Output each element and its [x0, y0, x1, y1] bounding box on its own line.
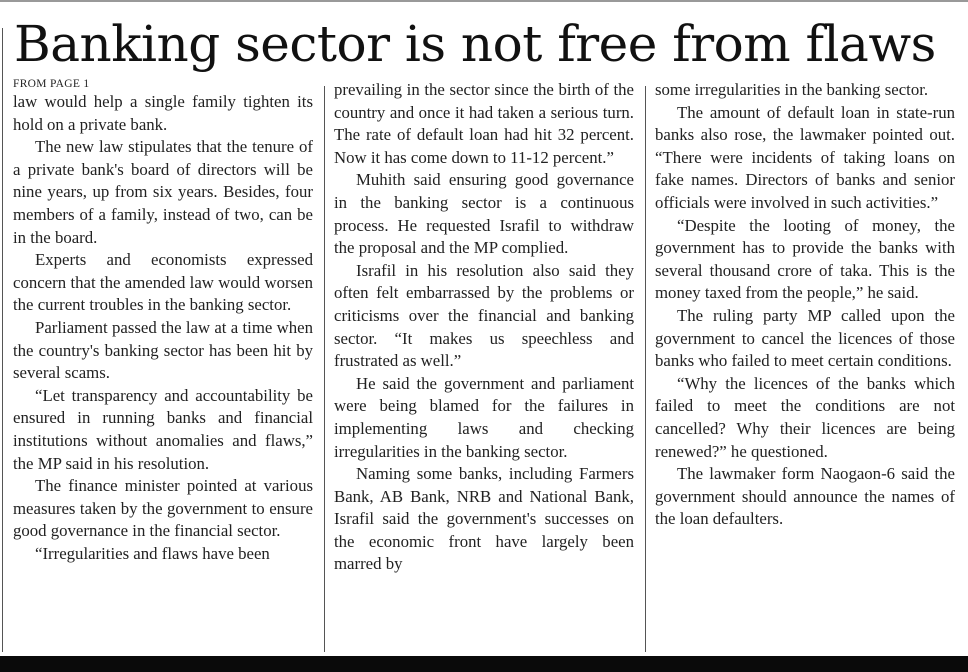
paragraph: Parliament passed the law at a time when the country's banking sector has been hit by several scams. [13, 317, 313, 383]
paragraph: some irregularities in the banking sector. [655, 80, 929, 99]
paragraph: The new law stipulates that the tenure of a private bank's board of directors will be nine years, up from six years. Besides, four members of a family, instead of two, can be in the board. [13, 137, 313, 247]
article-column-2 [334, 79, 634, 576]
column-divider [324, 86, 325, 652]
from-page-label: FROM PAGE 1 [13, 78, 90, 90]
paragraph: “Let transparency and accountability be ensured in running banks and financial institutions without anomalies and flaws,” the MP said in his resolution. [13, 385, 313, 473]
paragraph: “Irregularities and flaws have been [35, 543, 270, 563]
paragraph: Naming some banks, including Farmers Bank, AB Bank, NRB and National Bank, Israfil said the government's successes on the economic front have largely been marred by [334, 464, 634, 574]
bottom-border [0, 656, 968, 672]
paragraph: The finance minister pointed at various measures taken by the government to ensure good governance in the financial sector. [13, 476, 313, 541]
paragraph: “Why the licences of the banks which failed to meet the conditions are not cancelled? Why their licences are being renewed?” he questioned. [655, 373, 955, 461]
paragraph: The amount of default loan in state-run banks also rose, the lawmaker pointed out. “There were incidents of taking loans on fake names. Directors of banks and senior officials were involved in such activities.” [655, 102, 955, 212]
headline: Banking sector is not free from flaws [14, 15, 936, 73]
paragraph: Israfil in his resolution also said they often felt embarrassed by the problems or criticisms over the financial and banking sector. “It makes us speechless and frustrated as well.” [334, 260, 634, 371]
paragraph: law would help a single family tighten its hold on a private bank. [13, 92, 313, 134]
paragraph: He said the government and parliament were being blamed for the failures in implementing laws and checking irregularities in the banking sector. [334, 373, 634, 461]
article-column-1 [13, 78, 313, 565]
paragraph: prevailing in the sector since the birth of the country and once it had taken a serious turn. The rate of default loan had hit 32 percent. Now it has come down to 11-12 percent.” [334, 80, 634, 167]
paragraph: The lawmaker form Naogaon-6 said the government should announce the names of the loan defaulters. [655, 464, 955, 529]
article-column-3 [655, 79, 955, 531]
column-divider [645, 86, 646, 652]
paragraph: The ruling party MP called upon the government to cancel the licences of those banks who failed to meet certain conditions. [655, 305, 955, 371]
paragraph: “Despite the looting of money, the government has to provide the banks with several thousand crore of taka. This is the money taxed from the people,” he said. [655, 215, 955, 303]
paragraph: Muhith said ensuring good governance in the banking sector is a continuous process. He requested Israfil to withdraw the proposal and the MP complied. [334, 170, 634, 258]
left-column-rule [2, 28, 3, 652]
top-border [0, 0, 968, 2]
paragraph: Experts and economists expressed concern that the amended law would worsen the current troubles in the banking sector. [13, 250, 313, 315]
